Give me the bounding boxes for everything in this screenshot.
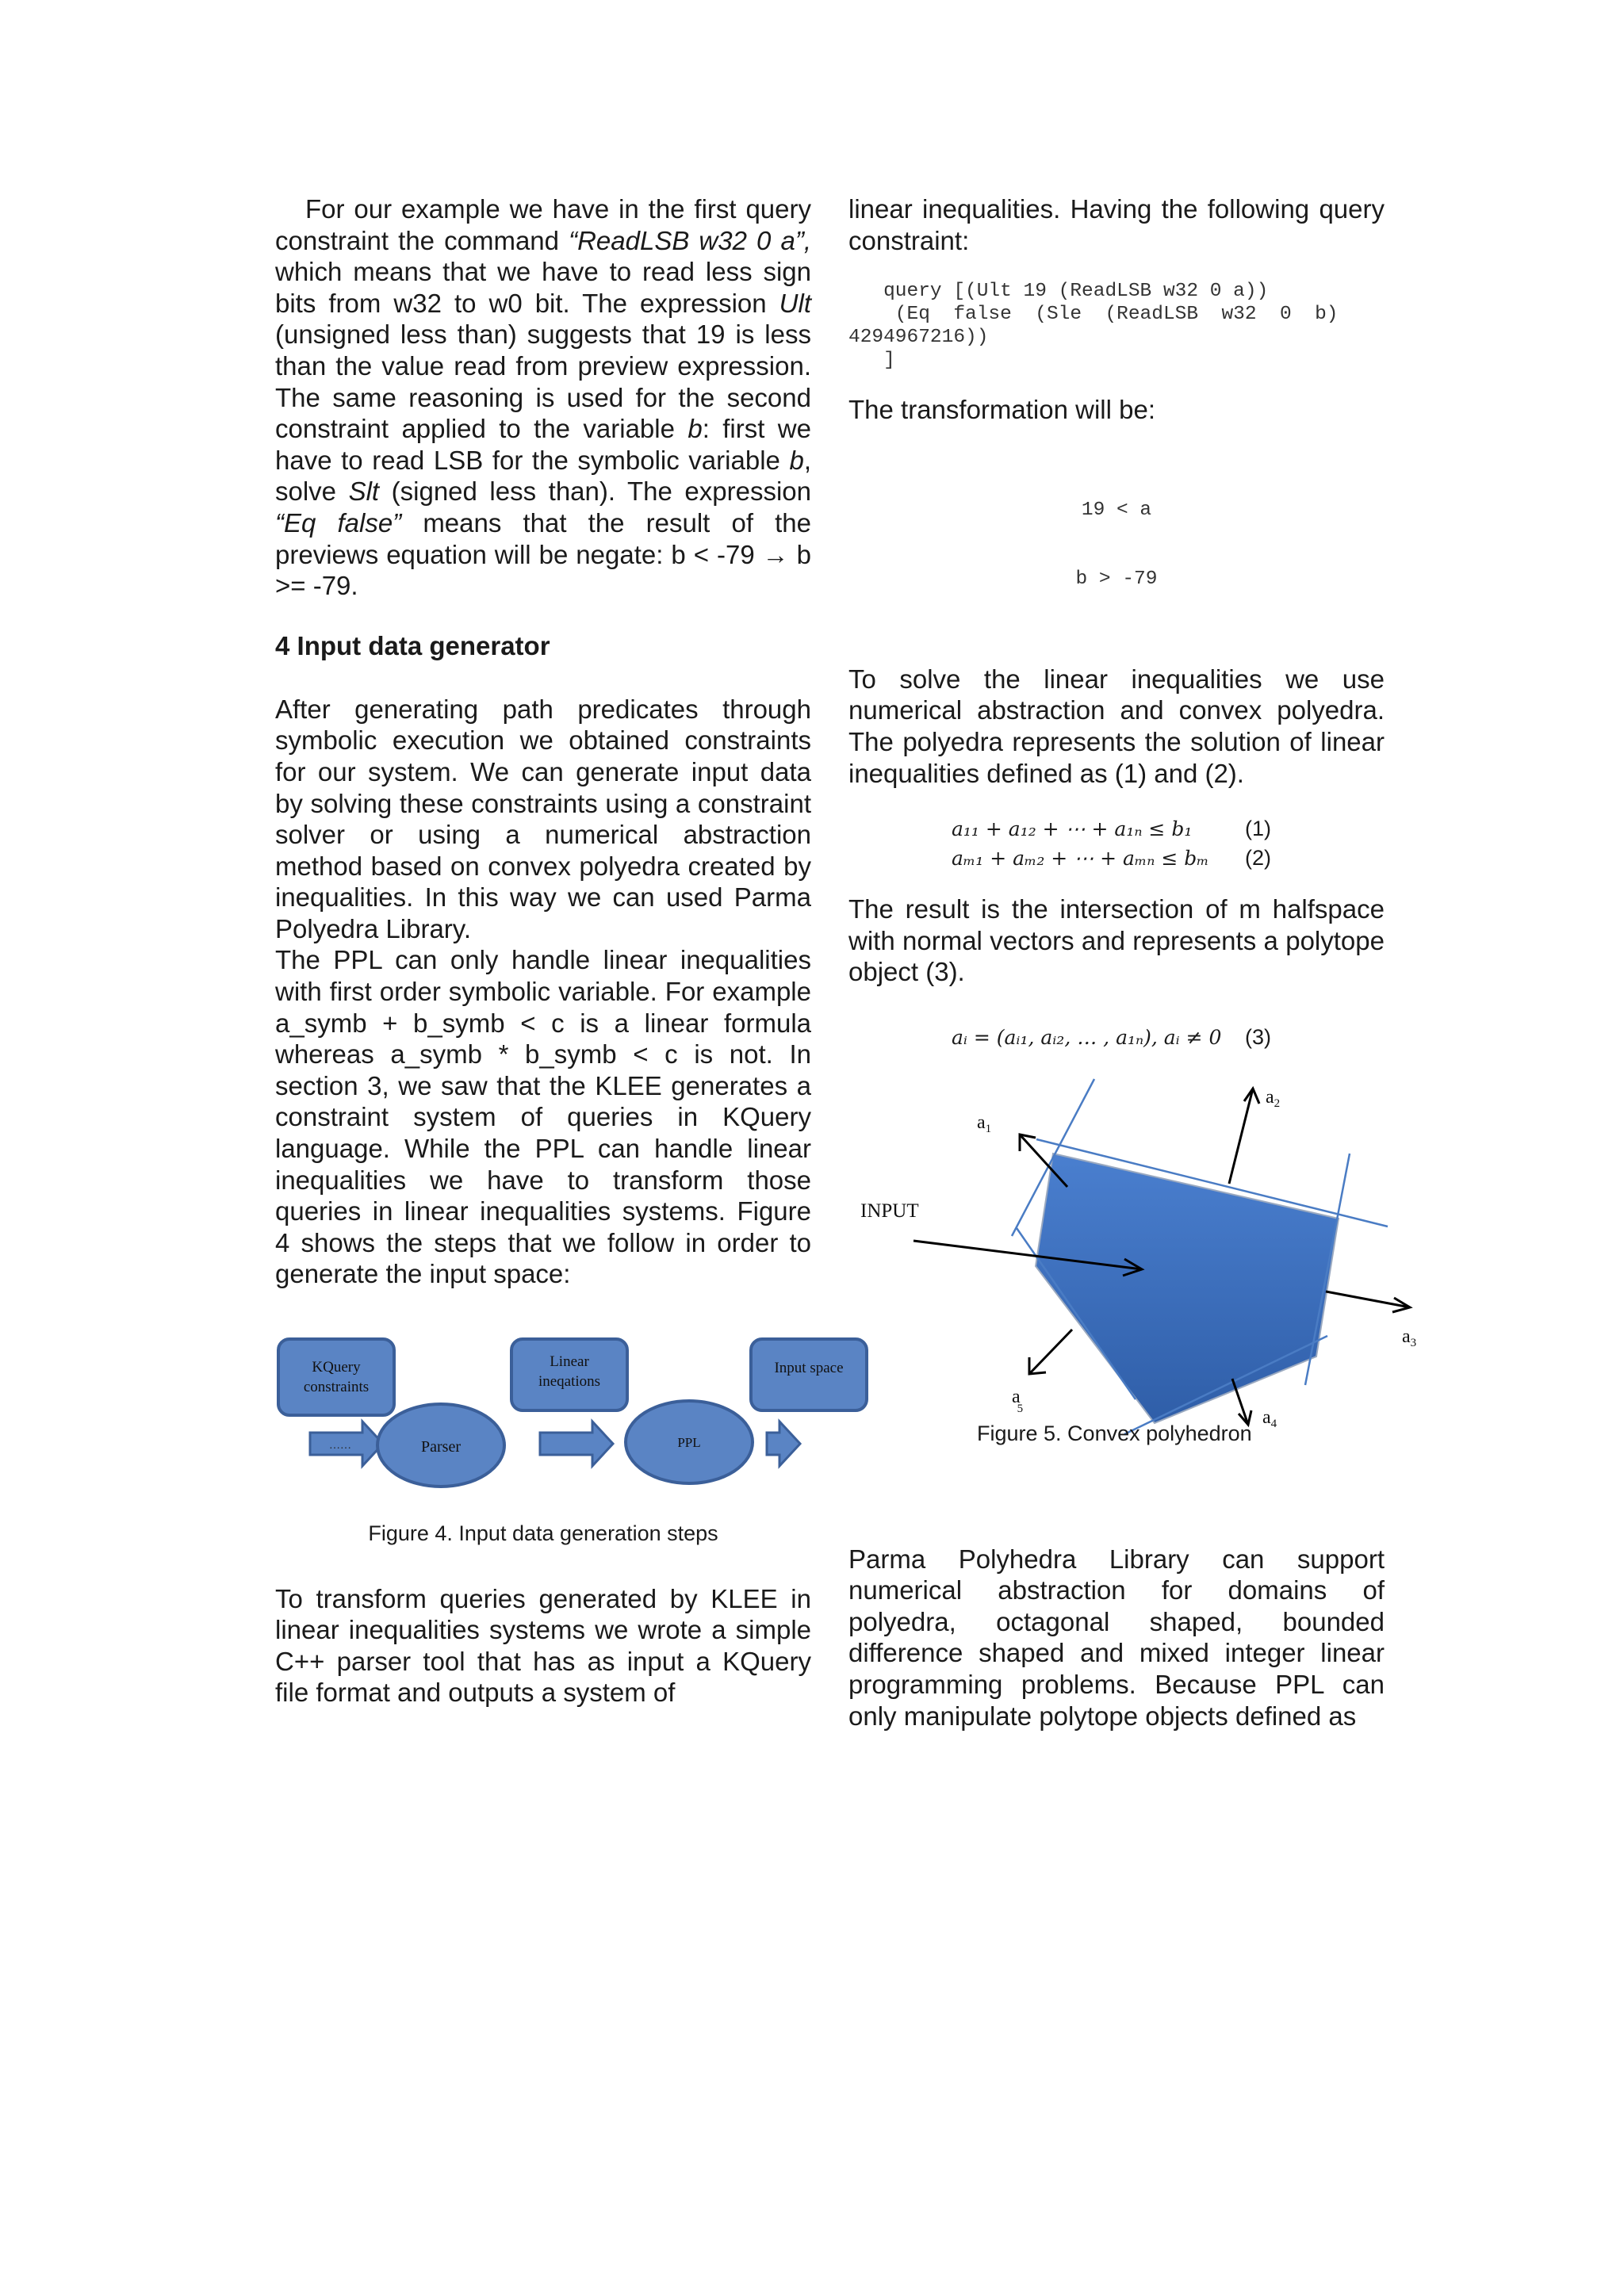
equation-number: (1) — [1245, 817, 1271, 841]
label-a4: $a_4$ — [1262, 1406, 1277, 1430]
code-line: b > -79 — [1075, 568, 1158, 590]
convex-polygon — [1036, 1154, 1339, 1423]
linear-box-label-2: ineqations — [538, 1373, 601, 1390]
code-line: 19 < a — [1081, 499, 1152, 521]
equation-2 — [952, 844, 1385, 873]
equation-text: a₁₁ + a₁₂ + ⋯ + a₁ₙ ≤ b₁ — [952, 817, 1193, 841]
label-a3: $a_3$ — [1402, 1326, 1417, 1349]
text-italic-b: b — [688, 414, 703, 444]
right-column — [848, 193, 1417, 1732]
text-italic-b: b — [789, 445, 804, 475]
text-italic-cmd: “ReadLSB w32 0 a”, — [569, 225, 811, 255]
label-a2: $a_2$ — [1266, 1086, 1281, 1110]
figure-4-caption: Figure 4. Input data generation steps — [368, 1521, 718, 1545]
text-run: : first we have to read LSB for the symbolic variable — [275, 414, 811, 475]
section-heading: 4 Input data generator — [275, 630, 550, 660]
figure-5-polyhedron — [841, 1062, 1427, 1430]
paragraph-linear-inequalities: To solve the linear inequalities we use numerical abstraction and convex polyedra. The polyedra represents the solution of linear inequalities defined as (1) and (2). — [848, 664, 1385, 788]
normal-vector-a2 — [1229, 1089, 1259, 1184]
paragraph-ppl-linear: The PPL can only handle linear inequalities with first order symbolic variable. For example a_symb + b_symb < c is a linear formula whereas a_symb * b_symb < c is not. In section 3, we saw that the KLEE generates a constraint system of queries in KQuery language. While the PPL can handle linear inequalities we have to transform those queries in linear inequalities systems. Figure 4 shows the steps that we follow in order to generate the input space: — [275, 945, 811, 1289]
arrow-2 — [540, 1422, 613, 1466]
text-run: which means that we have to read less sign bits from w32 to w0 bit. The expression — [275, 257, 811, 318]
ppl-label: PPL — [677, 1435, 701, 1450]
code-query-constraint: query [(Ult 19 (ReadLSB w32 0 a)) (Eq false (Sle (ReadLSB w32 0 b) 4294967216)) ] — [848, 281, 1339, 372]
equation-number: (2) — [1245, 846, 1271, 871]
equation-number: (3) — [1245, 1024, 1271, 1049]
text-run: means that the result of the previews equation will be negate: b < -79 → b >= -79. — [275, 507, 812, 601]
paragraph-halfspace: The result is the intersection of m halfspace with normal vectors and represents a polytope object (3). — [848, 894, 1385, 987]
kquery-box-label-2: constraints — [303, 1379, 370, 1395]
paragraph-readlsb-explanation — [275, 193, 811, 602]
figure-5-caption: Figure 5. Convex polyhedron — [977, 1421, 1252, 1445]
paragraph-query-intro: linear inequalities. Having the following query constraint: — [848, 194, 1385, 255]
kquery-constraints-box — [278, 1339, 394, 1415]
paragraph-cpp-parser: To transform queries generated by KLEE in linear inequalities systems we wrote a simple C++ parser tool that has as input a KQuery file format and outputs a system of — [275, 1583, 811, 1708]
text-italic-eqfalse: “Eq false” — [275, 507, 402, 538]
paragraph-input-generation: After generating path predicates through symbolic execution we obtained constraints for our system. We can generate input data by solving these constraints using a constraint solver or using a numerical abstraction method based on convex polyedra created by inequalities. In this way we can used Parma Polyedra Library. — [275, 694, 811, 943]
input-label: INPUT — [860, 1200, 919, 1222]
paragraph-ppl-support: Parma Polyhedra Library can support numerical abstraction for domains of polyedra, octagonal shaped, bounded difference shaped and mixed integer linear programming problems. Because PPL can only manipulate polytope objects defined as — [848, 1544, 1385, 1731]
code-transformation — [848, 453, 1385, 637]
figure-4-diagram — [275, 1336, 844, 1487]
text-run: (unsigned less than) suggests that 19 is less than the value read from preview expression. The same reasoning is used for the second constraint applied to the variable — [275, 320, 811, 444]
text-run: (signed less than). The expression — [379, 476, 811, 507]
equation-text: aᵢ = (aᵢ₁, aᵢ₂, … , a₁ₙ), aᵢ ≠ 0 — [952, 1025, 1222, 1049]
normal-vector-a5 — [1029, 1330, 1072, 1374]
equation-text: aₘ₁ + aₘ₂ + ⋯ + aₘₙ ≤ bₘ — [952, 847, 1209, 871]
input-space-label: Input space — [774, 1360, 844, 1376]
equation-3 — [848, 1023, 1385, 1052]
left-column — [275, 193, 844, 1709]
kquery-box-label-1: KQuery — [312, 1359, 361, 1376]
linear-box-label-1: Linear — [550, 1353, 589, 1370]
parser-label: Parser — [421, 1438, 461, 1456]
text-italic-slt: Slt — [348, 476, 380, 507]
paragraph-transformation: The transformation will be: — [848, 395, 1155, 425]
equation-1 — [952, 814, 1385, 844]
normal-vector-a3 — [1326, 1292, 1410, 1312]
label-a1: $a_1$ — [977, 1112, 992, 1135]
text-italic-ult: Ult — [779, 288, 811, 318]
text-run: For our example we have in the first query constraint the command — [275, 194, 811, 255]
label-a5: a 5 — [1012, 1386, 1024, 1415]
arrow-1-label: …… — [329, 1440, 351, 1452]
equations-1-2 — [848, 814, 1385, 873]
text-run: , solve — [275, 445, 811, 507]
arrow-3 — [767, 1422, 800, 1466]
